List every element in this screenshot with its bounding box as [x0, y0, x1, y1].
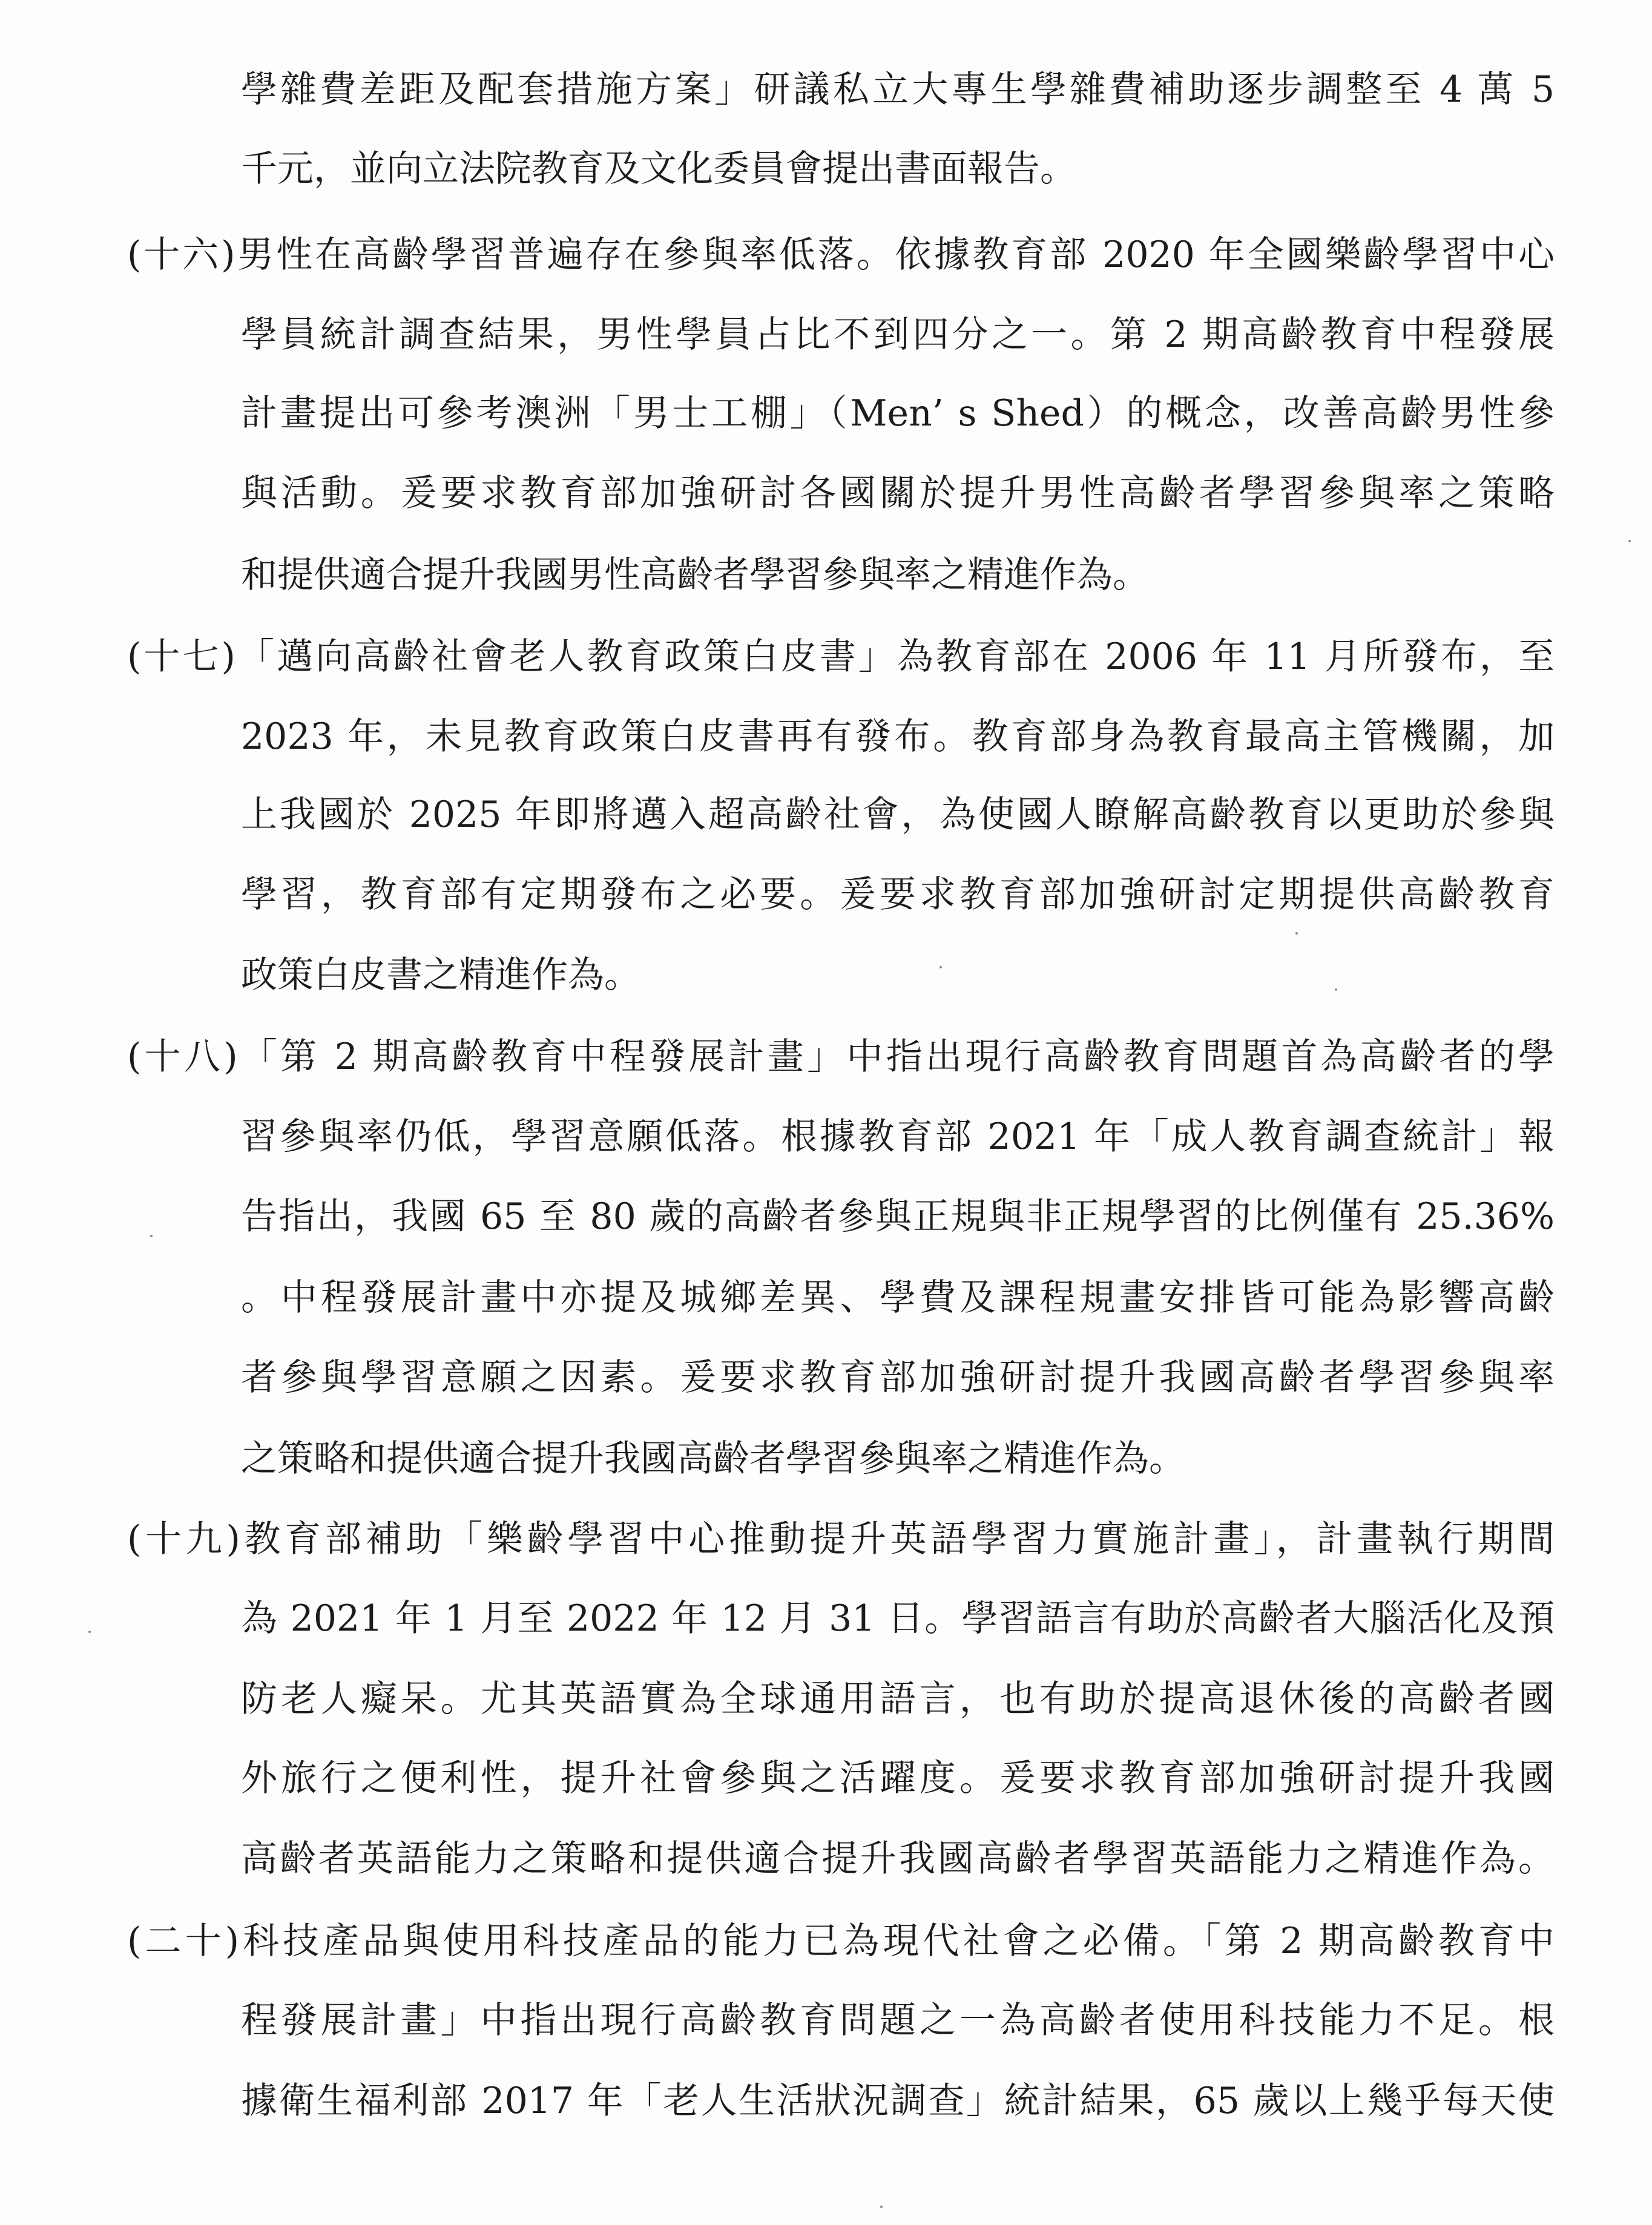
scan-speck	[1335, 988, 1337, 991]
paragraph-19-heading: (十九)教育部補助「樂齡學習中心推動提升英語學習力實施計畫」，計畫執行期間	[127, 1518, 1555, 1560]
paragraph-17-heading: (十七)「邁向高齡社會老人教育政策白皮書」為教育部在 2006 年 11 月所發布，至	[127, 636, 1555, 678]
paragraph-20-heading: (二十)科技產品與使用科技產品的能力已為現代社會之必備。「第 2 期高齡教育中	[127, 1920, 1555, 1962]
text-line: 外旅行之便利性，提升社會參與之活躍度。爰要求教育部加強研討提升我國	[241, 1757, 1555, 1799]
text-line: 與活動。爰要求教育部加強研討各國關於提升男性高齡者學習參與率之策略	[241, 472, 1555, 514]
text-line: 。中程發展計畫中亦提及城鄉差異、學費及課程規畫安排皆可能為影響高齡	[241, 1277, 1555, 1319]
scan-speck	[150, 1235, 153, 1237]
paragraph-16-heading: (十六)男性在高齡學習普遍存在參與率低落。依據教育部 2020 年全國樂齡學習中心	[127, 234, 1555, 276]
text-line: 者參與學習意願之因素。爰要求教育部加強研討提升我國高齡者學習參與率	[241, 1356, 1555, 1399]
text-line: 千元，並向立法院教育及文化委員會提出書面報告。	[241, 148, 1076, 190]
scan-speck	[1295, 932, 1298, 935]
text-line: 2023 年，未見教育政策白皮書再有發布。教育部身為教育最高主管機關，加	[241, 715, 1555, 758]
scan-speck	[88, 1631, 91, 1633]
text-line: 學員統計調查結果，男性學員占比不到四分之一。第 2 期高齡教育中程發展	[241, 314, 1555, 356]
text-line: 程發展計畫」中指出現行高齡教育問題之一為高齡者使用科技能力不足。根	[241, 1999, 1555, 2042]
text-line: 計畫提出可參考澳洲「男士工棚」（Men’ s Shed）的概念，改善高齡男性參	[241, 392, 1555, 435]
text-line: 之策略和提供適合提升我國高齡者學習參與率之精進作為。	[241, 1438, 1185, 1480]
scan-speck	[1628, 540, 1631, 542]
text-line: 據衛生福利部 2017 年「老人生活狀況調查」統計結果，65 歲以上幾乎每天使	[241, 2080, 1555, 2122]
text-line: 防老人癡呆。尤其英語實為全球通用語言，也有助於提高退休後的高齡者國	[241, 1678, 1555, 1720]
scan-speck	[940, 966, 942, 968]
text-line: 學習，教育部有定期發布之必要。爰要求教育部加強研討定期提供高齡教育	[241, 873, 1555, 916]
paragraph-18-heading: (十八)「第 2 期高齡教育中程發展計畫」中指出現行高齡教育問題首為高齡者的學	[127, 1036, 1555, 1078]
text-line: 上我國於 2025 年即將邁入超高齡社會，為使國人瞭解高齡教育以更助於參與	[241, 794, 1555, 836]
text-line: 告指出，我國 65 至 80 歲的高齡者參與正規與非正規學習的比例僅有 25.36%	[241, 1195, 1555, 1238]
text-line: 學雜費差距及配套措施方案」研議私立大專生學雜費補助逐步調整至 4 萬 5	[241, 68, 1555, 111]
scan-speck	[880, 2206, 883, 2208]
text-line: 高齡者英語能力之策略和提供適合提升我國高齡者學習英語能力之精進作為。	[241, 1838, 1555, 1880]
text-line: 為 2021 年 1 月至 2022 年 12 月 31 日。學習語言有助於高齡者大腦活化及預	[241, 1597, 1555, 1640]
text-line: 和提供適合提升我國男性高齡者學習參與率之精進作為。	[241, 554, 1149, 596]
text-line: 政策白皮書之精進作為。	[241, 954, 640, 996]
text-line: 習參與率仍低，學習意願低落。根據教育部 2021 年「成人教育調查統計」報	[241, 1116, 1555, 1158]
